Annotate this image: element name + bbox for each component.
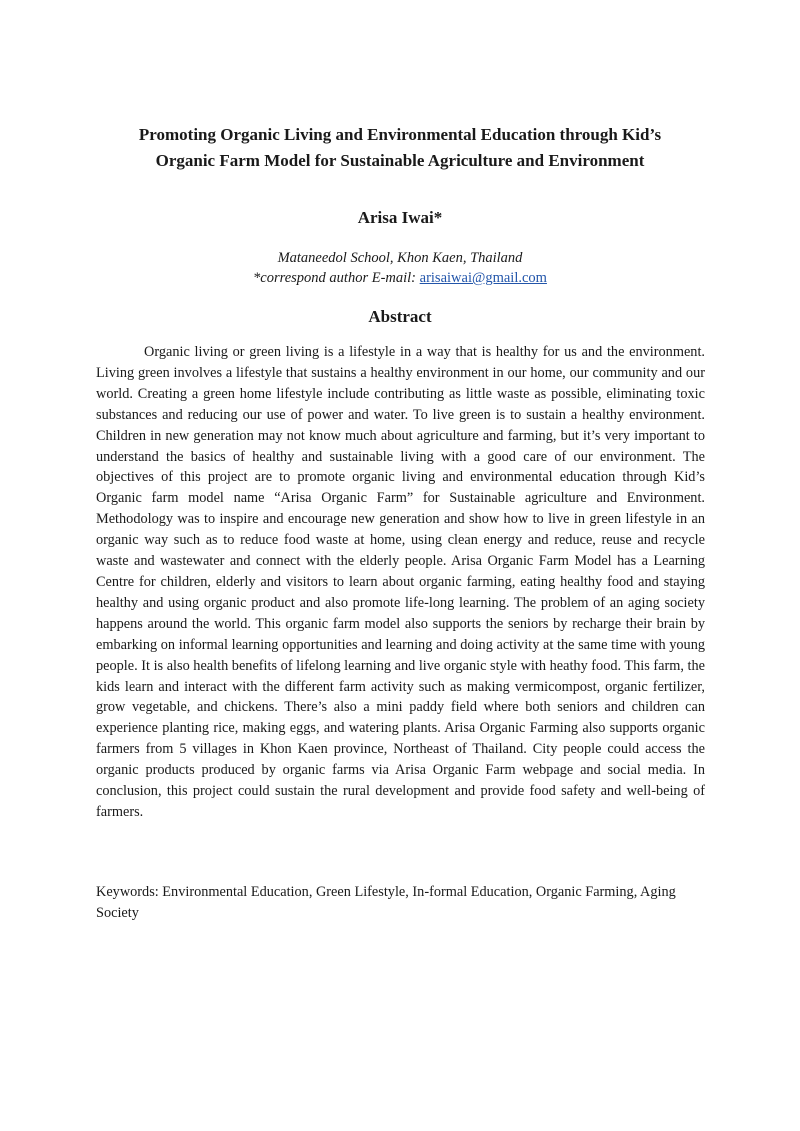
affiliation-block (0, 248, 800, 288)
correspondence-label: *correspond author E-mail: (253, 270, 420, 286)
author-name: Arisa Iwai* (357, 208, 443, 227)
title-line-2: Organic Farm Model for Sustainable Agriculture and Environment (155, 151, 645, 170)
abstract-body: Organic living or green living is a lifestyle in a way that is healthy for us and the environment. Living green involves a lifestyle that sustains a healthy environment in our home, our community and our world. Creating a green home lifestyle include contributing as little waste as possible, eliminating toxic substances and reducing our use of power and water. To live green is to sustain a healthy environment. Children in new generation may not know much about agriculture and farming, but it’s very important to understand the basics of healthy and sustainable living with a good care of our environment. The objectives of this project are to promote organic living and environmental education through Kid’s Organic farm model name “Arisa Organic Farm” for Sustainable agriculture and Environment. Methodology was to inspire and encourage new generation and show how to live in green lifestyle in an organic way such as to reduce food waste at home, using clean energy and reduce, reuse and recycle waste and wastewater and connect with the elderly people. Arisa Organic Farm Model has a Learning Centre for children, elderly and visitors to learn about organic farming, eating healthy food and staying healthy and using organic product and also promote life-long learning. The problem of an aging society happens around the world. This organic farm model also supports the seniors by recharge their brain by embarking on informal learning opportunities and learning and doing activity at the same time with young people. It is also health benefits of lifelong learning and live organic style with heathy food. This farm, the kids learn and interact with the different farm activity such as making vermicompost, organic fertilizer, grow vegetable, and chickens. There’s also a mini paddy field where both seniors and children can experience planting rice, making eggs, and watering plants. Arisa Organic Farming also supports organic farmers from 5 villages in Khon Kaen province, Northeast of Thailand. City people could access the organic products produced by organic farms via Arisa Organic Farm webpage and social media. In conclusion, this project could sustain the rural development and provide food safety and well-being of farmers. (96, 344, 705, 820)
abstract-heading: Abstract (368, 307, 432, 326)
paper-title (60, 122, 740, 174)
affiliation: Mataneedol School, Khon Kaen, Thailand (277, 250, 523, 266)
correspondence-line (0, 268, 800, 288)
title-line-1: Promoting Organic Living and Environmental Education through Kid’s (138, 125, 662, 144)
email-link[interactable]: arisaiwai@gmail.com (419, 270, 547, 286)
keywords: Keywords: Environmental Education, Green Lifestyle, In-formal Education, Organic Farming, Aging Society (96, 884, 676, 921)
